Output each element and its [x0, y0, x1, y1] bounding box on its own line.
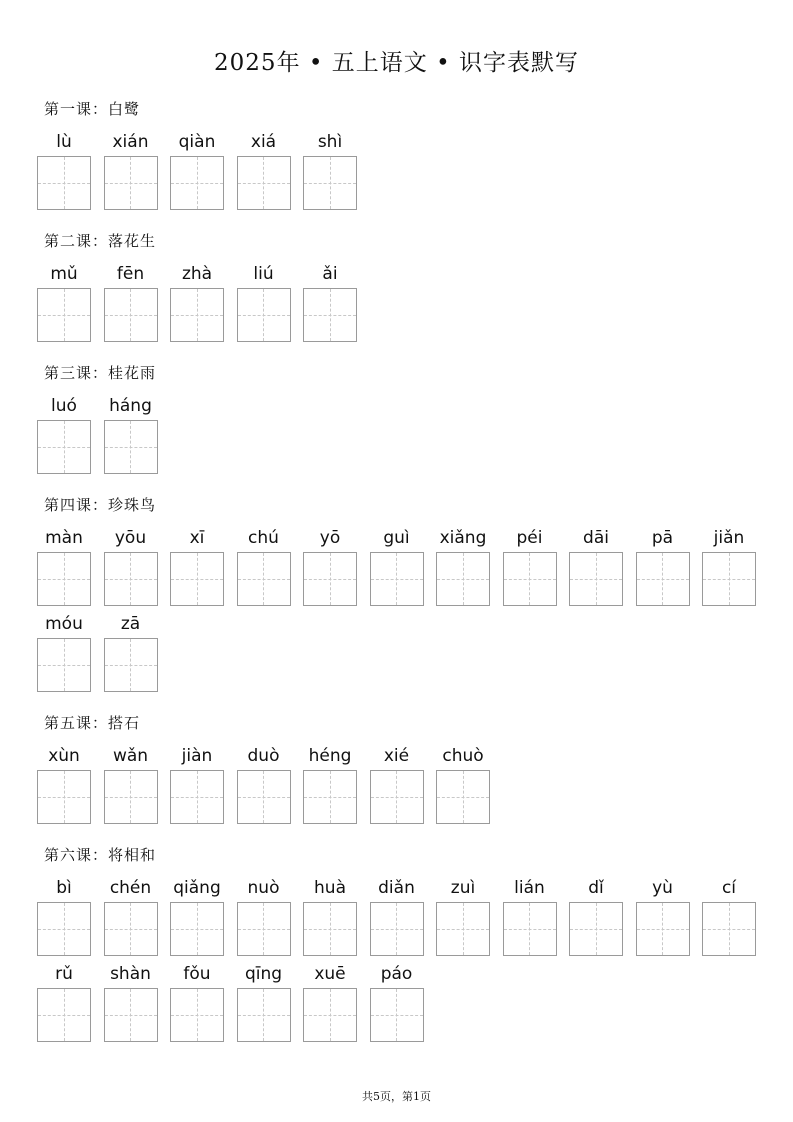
writing-grid-box[interactable]: [170, 902, 224, 956]
pinyin-label: dǐ: [588, 878, 604, 898]
writing-grid-box[interactable]: [370, 902, 424, 956]
pinyin-label: xián: [112, 132, 149, 152]
pinyin-label: chú: [248, 528, 279, 548]
writing-grid-box[interactable]: [170, 552, 224, 606]
writing-grid-box[interactable]: [569, 902, 623, 956]
pinyin-label: wǎn: [112, 746, 149, 766]
writing-grid-box[interactable]: [436, 770, 490, 824]
writing-grid-box[interactable]: [104, 902, 158, 956]
pinyin-label: héng: [308, 746, 352, 766]
writing-grid-box[interactable]: [37, 638, 91, 692]
pinyin-label: rǔ: [55, 964, 73, 984]
pinyin-label: liú: [253, 264, 274, 284]
pinyin-label: diǎn: [378, 878, 415, 898]
writing-grid-box[interactable]: [104, 288, 158, 342]
pinyin-label: jiàn: [181, 746, 213, 766]
pinyin-label: chén: [109, 878, 152, 898]
pinyin-label: yù: [652, 878, 673, 898]
writing-grid-box[interactable]: [37, 156, 91, 210]
writing-grid-box[interactable]: [37, 988, 91, 1042]
pinyin-label: luó: [51, 396, 77, 416]
pinyin-label: mǔ: [50, 264, 78, 284]
pinyin-label: pā: [651, 528, 674, 548]
pinyin-label: cí: [721, 878, 737, 898]
pinyin-label: ǎi: [322, 264, 338, 284]
pinyin-label: xié: [383, 746, 410, 766]
lesson-title: 第四课：珍珠鸟: [44, 496, 157, 514]
writing-grid-box[interactable]: [503, 552, 557, 606]
writing-grid-box[interactable]: [303, 770, 357, 824]
writing-grid-box[interactable]: [303, 288, 357, 342]
pinyin-label: péi: [516, 528, 543, 548]
pinyin-label: dāi: [583, 528, 609, 548]
pinyin-label: xiá: [250, 132, 277, 152]
writing-grid-box[interactable]: [370, 552, 424, 606]
writing-grid-box[interactable]: [37, 770, 91, 824]
page-title: 2025年 • 五上语文 • 识字表默写: [214, 50, 579, 76]
writing-grid-box[interactable]: [503, 902, 557, 956]
pinyin-label: bì: [56, 878, 72, 898]
writing-grid-box[interactable]: [37, 288, 91, 342]
writing-grid-box[interactable]: [569, 552, 623, 606]
lesson-title: 第五课：搭石: [44, 714, 141, 732]
pinyin-label: zā: [120, 614, 141, 634]
pinyin-label: zhà: [181, 264, 213, 284]
writing-grid-box[interactable]: [237, 288, 291, 342]
pinyin-label: páo: [380, 964, 413, 984]
pinyin-label: huà: [314, 878, 346, 898]
pinyin-label: móu: [45, 614, 83, 634]
writing-grid-box[interactable]: [237, 902, 291, 956]
writing-grid-box[interactable]: [303, 552, 357, 606]
writing-grid-box[interactable]: [303, 156, 357, 210]
writing-grid-box[interactable]: [170, 288, 224, 342]
lesson-title: 第六课：将相和: [44, 846, 157, 864]
writing-grid-box[interactable]: [303, 902, 357, 956]
writing-grid-box[interactable]: [104, 988, 158, 1042]
writing-grid-box[interactable]: [237, 156, 291, 210]
writing-grid-box[interactable]: [237, 770, 291, 824]
writing-grid-box[interactable]: [237, 552, 291, 606]
writing-grid-box[interactable]: [237, 988, 291, 1042]
writing-grid-box[interactable]: [170, 770, 224, 824]
pinyin-label: nuò: [247, 878, 280, 898]
writing-grid-box[interactable]: [636, 552, 690, 606]
writing-grid-box[interactable]: [702, 552, 756, 606]
pinyin-label: yōu: [114, 528, 147, 548]
writing-grid-box[interactable]: [370, 988, 424, 1042]
lesson-title: 第三课：桂花雨: [44, 364, 157, 382]
pinyin-label: qiàn: [178, 132, 216, 152]
pinyin-label: fēn: [116, 264, 145, 284]
writing-grid-box[interactable]: [170, 988, 224, 1042]
pinyin-label: lián: [514, 878, 545, 898]
writing-grid-box[interactable]: [436, 552, 490, 606]
writing-grid-box[interactable]: [436, 902, 490, 956]
pinyin-label: qīng: [244, 964, 283, 984]
pinyin-label: qiǎng: [173, 878, 221, 898]
pinyin-label: xiǎng: [439, 528, 487, 548]
pinyin-label: duò: [247, 746, 280, 766]
pinyin-label: shàn: [110, 964, 151, 984]
writing-grid-box[interactable]: [104, 770, 158, 824]
pinyin-label: lù: [56, 132, 72, 152]
pinyin-label: xī: [189, 528, 205, 548]
pinyin-label: xuē: [314, 964, 346, 984]
writing-grid-box[interactable]: [370, 770, 424, 824]
pinyin-label: jiǎn: [713, 528, 745, 548]
writing-grid-box[interactable]: [104, 420, 158, 474]
pinyin-label: màn: [45, 528, 83, 548]
writing-grid-box[interactable]: [104, 638, 158, 692]
writing-grid-box[interactable]: [170, 156, 224, 210]
writing-grid-box[interactable]: [702, 902, 756, 956]
pinyin-label: chuò: [442, 746, 484, 766]
pinyin-label: xùn: [48, 746, 80, 766]
writing-grid-box[interactable]: [104, 552, 158, 606]
pinyin-label: guì: [383, 528, 410, 548]
pinyin-label: háng: [109, 396, 152, 416]
writing-grid-box[interactable]: [104, 156, 158, 210]
lesson-title: 第一课：白鹭: [44, 100, 141, 118]
writing-grid-box[interactable]: [37, 420, 91, 474]
pinyin-label: yō: [319, 528, 341, 548]
writing-grid-box[interactable]: [636, 902, 690, 956]
pinyin-label: shì: [317, 132, 343, 152]
writing-grid-box[interactable]: [303, 988, 357, 1042]
writing-grid-box[interactable]: [37, 902, 91, 956]
writing-grid-box[interactable]: [37, 552, 91, 606]
pinyin-label: fǒu: [183, 964, 211, 984]
pinyin-label: zuì: [450, 878, 476, 898]
lesson-title: 第二课：落花生: [44, 232, 157, 250]
page-footer: 共5页，第1页: [362, 1090, 431, 1103]
